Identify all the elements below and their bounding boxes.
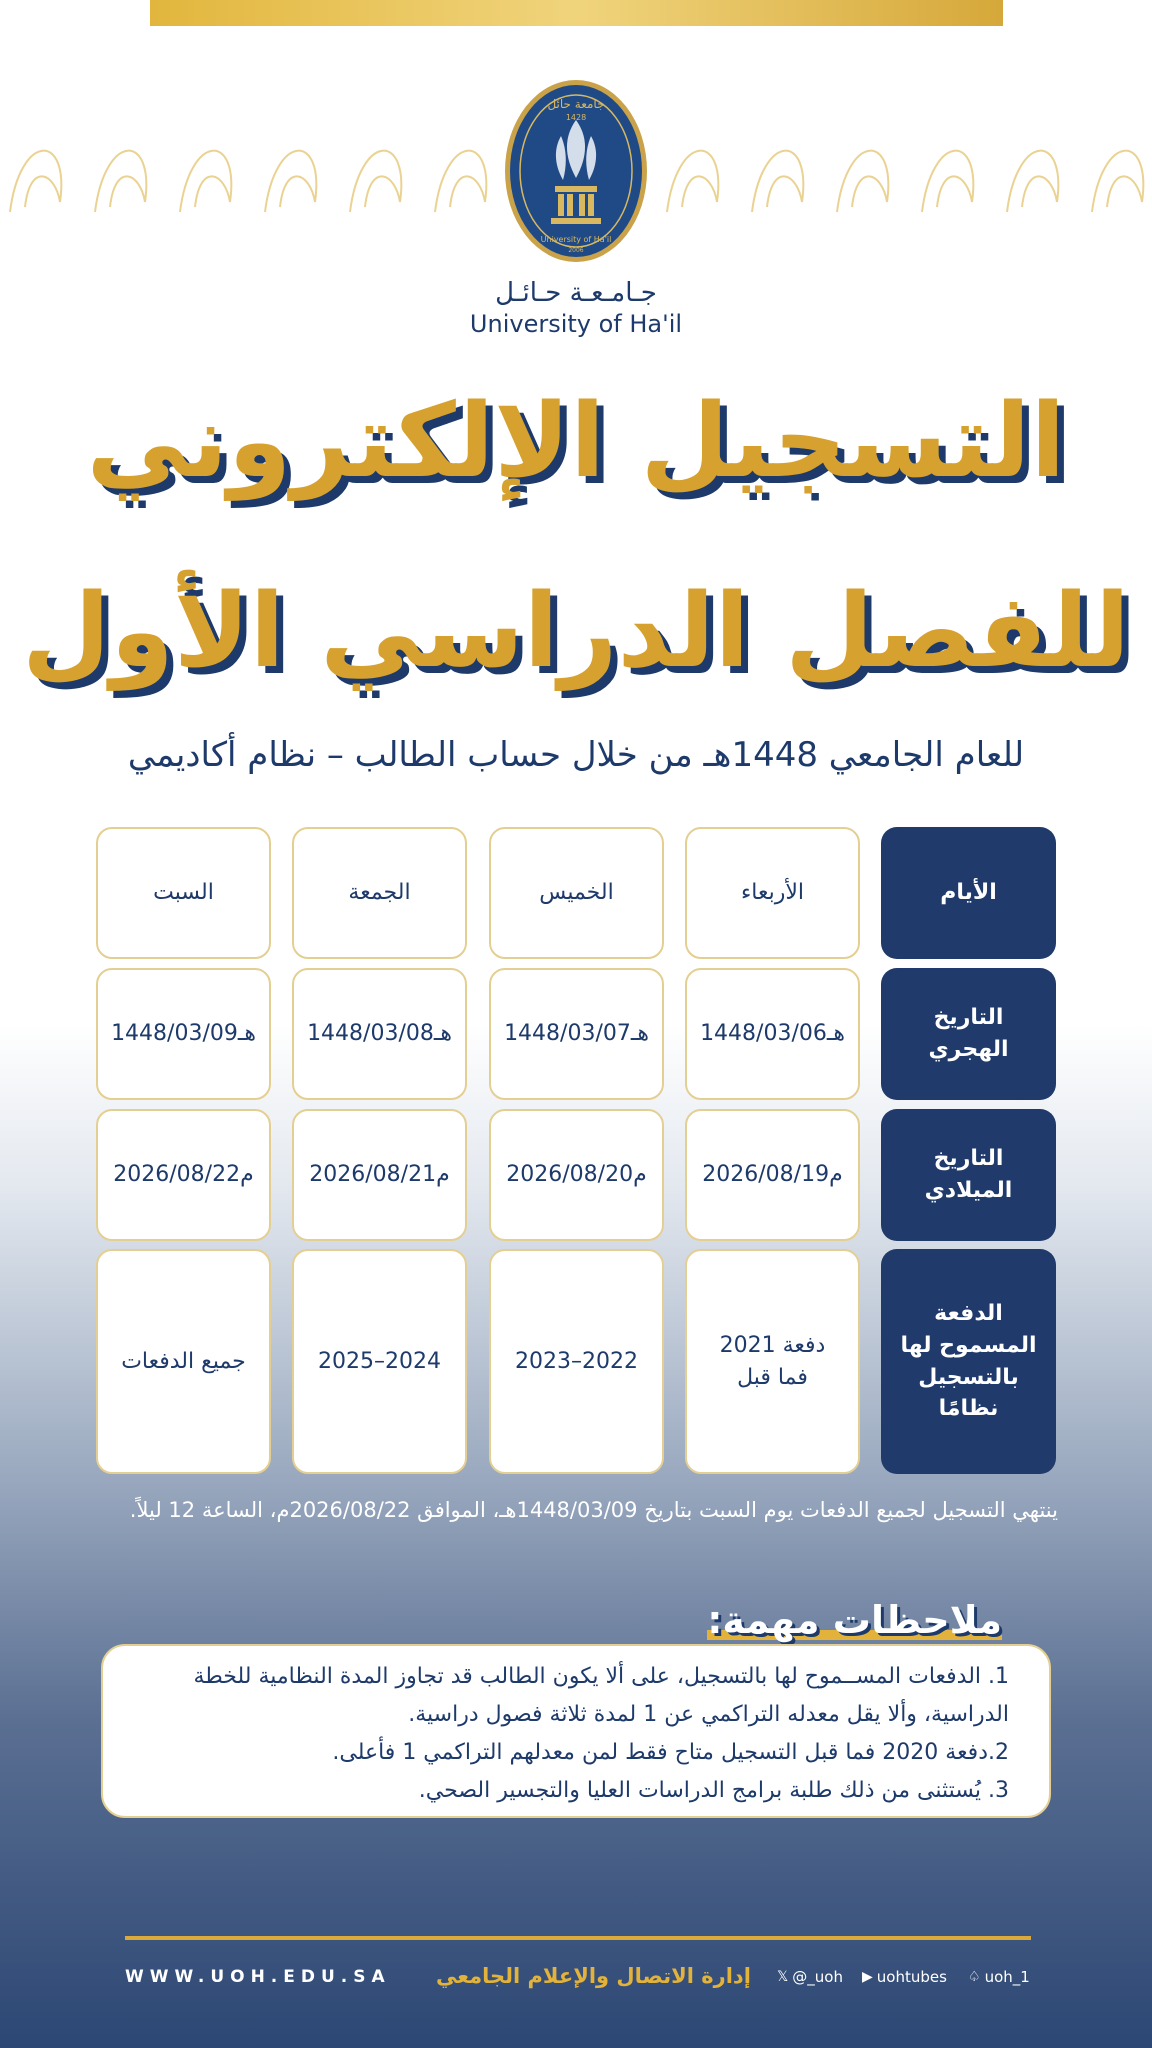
- cell-day-saturday: السبت: [96, 827, 271, 959]
- notes-box: [101, 1644, 1051, 1818]
- university-logo: [503, 78, 649, 264]
- cell-batch-wednesday-text: دفعة 2021 فما قبل: [719, 1332, 826, 1390]
- social-snapchat-handle: uoh_1: [984, 1968, 1030, 1986]
- notes-title: [707, 1598, 1002, 1642]
- website-link[interactable]: WWW.UOH.EDU.SA: [125, 1967, 391, 1987]
- footer-divider: [125, 1936, 1031, 1940]
- top-gold-bar: [150, 0, 1003, 26]
- cell-gregorian-saturday: 2026/08/22م: [96, 1109, 271, 1241]
- cell-gregorian-wednesday: 2026/08/19م: [685, 1109, 860, 1241]
- cell-day-thursday: الخميس: [489, 827, 664, 959]
- university-name-arabic: جـامـعـة حـائـل: [495, 278, 657, 308]
- note-item-2: 2.دفعة 2020 فما قبل التسجيل متاح فقط لمن معدلهم التراكمي 1 فأعلى.: [332, 1740, 1009, 1765]
- logo-est: 2006: [568, 247, 584, 254]
- cell-batch-thursday: 2023–2022: [489, 1249, 664, 1474]
- social-x-handle: @_uoh: [792, 1968, 843, 1986]
- row-label-batch: الدفعة المسموح لها بالتسجيل نظامًا: [881, 1249, 1056, 1474]
- page-subtitle: للعام الجامعي 1448هـ من خلال حساب الطالب – نظام أكاديمي: [127, 735, 1025, 775]
- youtube-icon: ▶: [862, 1969, 873, 1985]
- cell-gregorian-friday: 2026/08/21م: [292, 1109, 467, 1241]
- logo-year: 1428: [565, 113, 587, 122]
- social-x[interactable]: [777, 1968, 843, 1986]
- snapchat-icon: ♤: [968, 1969, 981, 1985]
- note-item-1: 1. الدفعات المســموح لها بالتسجيل، على ألا يكون الطالب قد تجاوز المدة النظامية للخطة: [193, 1664, 1009, 1689]
- cell-hijri-wednesday: 1448/03/06هـ: [685, 968, 860, 1100]
- university-name-english: University of Ha'il: [469, 310, 683, 338]
- logo-arabic-arc: جامعة حائل: [547, 97, 605, 111]
- social-youtube-handle: uohtubes: [876, 1968, 947, 1986]
- decorative-pattern-left: [0, 112, 495, 232]
- page-title-line-2: للفصل الدراسي الأول: [21, 572, 1131, 691]
- row-label-hijri: التاريخ الهجري: [881, 968, 1056, 1100]
- row-label-days: الأيام: [881, 827, 1056, 959]
- cell-gregorian-thursday: 2026/08/20م: [489, 1109, 664, 1241]
- logo-english-arc: University of Ha'il: [540, 235, 612, 244]
- row-label-gregorian: التاريخ الميلادي: [881, 1109, 1056, 1241]
- page-title-line-1: التسجيل الإلكتروني: [86, 382, 1066, 501]
- cell-day-friday: الجمعة: [292, 827, 467, 959]
- decorative-pattern-right: [657, 112, 1152, 232]
- cell-batch-friday: 2025–2024: [292, 1249, 467, 1474]
- cell-hijri-friday: 1448/03/08هـ: [292, 968, 467, 1100]
- notes-title-text: ملاحظات مهمة:: [707, 1598, 1002, 1642]
- department-name: إدارة الاتصال والإعلام الجامعي: [436, 1964, 751, 1988]
- x-icon: 𝕏: [777, 1969, 789, 1985]
- cell-hijri-thursday: 1448/03/07هـ: [489, 968, 664, 1100]
- social-snapchat[interactable]: [968, 1968, 1030, 1986]
- cell-day-wednesday: الأربعاء: [685, 827, 860, 959]
- registration-end-notice: ينتهي التسجيل لجميع الدفعات يوم السبت بتاريخ 1448/03/09هـ، الموافق 2026/08/22م، الساعة 12 ليلاً.: [129, 1498, 1058, 1522]
- cell-hijri-saturday: 1448/03/09هـ: [96, 968, 271, 1100]
- social-youtube[interactable]: [862, 1968, 947, 1986]
- note-item-1-continued: الدراسية، وألا يقل معدله التراكمي عن 1 لمدة ثلاثة فصول دراسية.: [408, 1702, 1009, 1727]
- cell-batch-wednesday: [685, 1249, 860, 1474]
- cell-batch-saturday: جميع الدفعات: [96, 1249, 271, 1474]
- note-item-3: 3. يُستثنى من ذلك طلبة برامج الدراسات العليا والتجسير الصحي.: [418, 1778, 1009, 1803]
